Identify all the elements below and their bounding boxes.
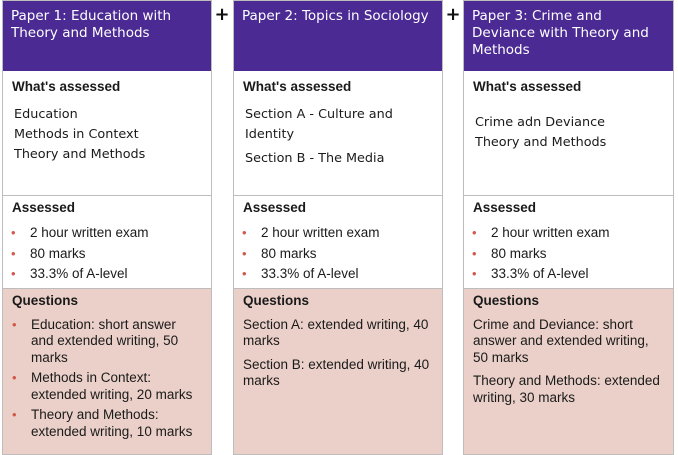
whats-assessed-list — [234, 99, 442, 195]
plus-icon: + — [445, 4, 461, 25]
paper-3-column — [463, 0, 674, 455]
paper-1-column — [2, 0, 212, 455]
assessed-topic: Theory and Methods — [14, 147, 146, 162]
bullet-icon: • — [12, 407, 17, 422]
bullet-icon: • — [472, 245, 477, 261]
whats-assessed-heading: What's assessed — [473, 79, 582, 94]
paper-title: Paper 3: Crime and Deviance with Theory and Methods — [464, 1, 673, 71]
question-text: Crime and Deviance: short answer and extended writing, 50 marks — [473, 316, 649, 365]
list-item: • Education: short answer and extended writing, 50 marks — [12, 316, 179, 365]
assessed-topic: Education — [14, 107, 78, 122]
list-item: • 33.3% of A-level — [11, 264, 211, 285]
assessed-heading: Assessed — [234, 195, 442, 220]
question-text: Section B: extended writing, 40 marks — [243, 356, 430, 388]
bullet-icon: • — [11, 225, 16, 240]
assessed-list — [3, 220, 211, 285]
paper-2-column — [233, 0, 443, 455]
list-item: • 2 hour written exam — [11, 223, 211, 244]
questions-list — [12, 317, 202, 441]
list-item: • Theory and Methods: extended writing, 10 marks — [12, 407, 193, 439]
assessed-topic: Section A - Culture and Identity — [245, 107, 393, 142]
list-item: • Methods in Context: extended writing, 20 marks — [12, 370, 193, 402]
assessed-topic: Theory and Methods — [475, 135, 607, 150]
plus-icon: + — [214, 4, 230, 25]
assessed-topic: Crime adn Deviance — [475, 115, 606, 130]
questions-heading: Questions — [12, 292, 79, 308]
whats-assessed-heading: What's assessed — [12, 79, 121, 94]
assessed-heading: Assessed — [464, 195, 673, 220]
questions-section — [234, 288, 442, 454]
list-item: • 2 hour written exam — [242, 223, 442, 244]
assessed-list — [234, 220, 442, 285]
bullet-icon: • — [472, 266, 477, 281]
list-item: • 33.3% of A-level — [242, 264, 442, 285]
questions-heading: Questions — [243, 292, 310, 308]
bullet-icon: • — [242, 245, 247, 261]
paper-title: Paper 2: Topics in Sociology — [234, 1, 442, 71]
bullet-icon: • — [472, 225, 477, 240]
questions-section — [3, 288, 211, 454]
bullet-icon: • — [12, 370, 17, 385]
questions-heading: Questions — [473, 292, 540, 308]
bullet-icon: • — [11, 245, 16, 261]
bullet-icon: • — [242, 266, 247, 281]
question-text: Theory and Methods: extended writing, 30 marks — [473, 373, 660, 405]
whats-assessed-list — [464, 99, 673, 195]
questions-section — [464, 288, 673, 454]
bullet-icon: • — [11, 266, 16, 281]
assessed-topic: Section B - The Media — [245, 151, 385, 166]
bullet-icon: • — [242, 225, 247, 240]
list-item: • 2 hour written exam — [472, 223, 673, 244]
list-item: • 80 marks — [472, 244, 673, 265]
question-text: Section A: extended writing, 40 marks — [243, 316, 429, 348]
bullet-icon: • — [12, 316, 17, 332]
whats-assessed-heading: What's assessed — [243, 79, 352, 94]
paper-title: Paper 1: Education with Theory and Methods — [3, 1, 211, 71]
assessed-heading: Assessed — [3, 195, 211, 220]
list-item: • 80 marks — [242, 244, 442, 265]
list-item: • 33.3% of A-level — [472, 264, 673, 285]
whats-assessed-list — [3, 99, 211, 195]
list-item: • 80 marks — [11, 244, 211, 265]
assessed-list — [464, 220, 673, 285]
assessed-topic: Methods in Context — [14, 127, 139, 142]
